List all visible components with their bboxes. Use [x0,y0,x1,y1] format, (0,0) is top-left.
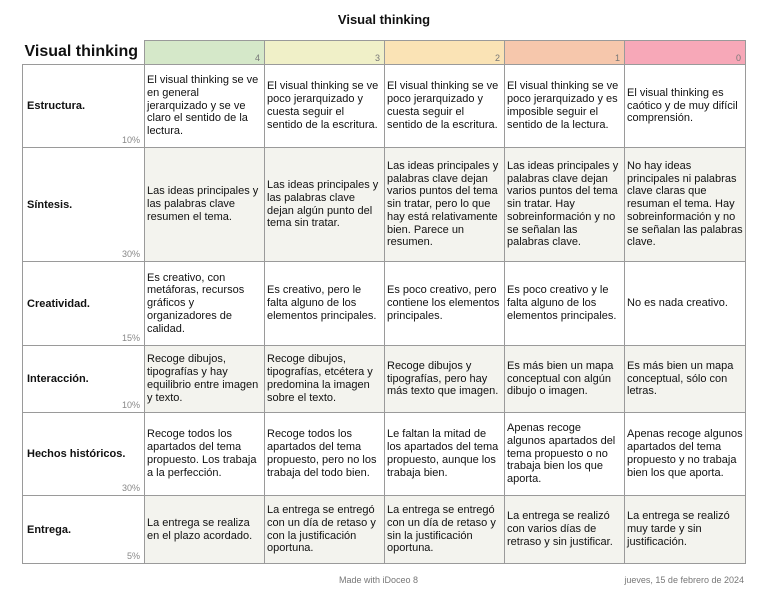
descriptor-cell: Las ideas principales y palabras clave dejan varios puntos del tema sin tratar, pero lo que hay está relativamente bien. Parece un resumen. [385,148,505,262]
criterion-name: Creatividad. [27,297,90,310]
descriptor-cell: El visual thinking se ve poco jerarquizado y es imposible seguir el sentido de la lectura. [505,65,625,148]
criterion-name: Interacción. [27,373,89,385]
descriptor-cell: Es más bien un mapa conceptual, sólo con letras. [625,346,746,413]
page-title: Visual thinking [337,12,431,27]
descriptor-cell: Le faltan la mitad de los apartados del tema propuesto, aunque los trabaja bien. [385,413,505,496]
criterion-cell [23,65,145,148]
footer-date: jueves, 15 de febrero de 2024 [624,575,744,585]
criterion-row [23,148,746,262]
descriptor-cell: El visual thinking se ve poco jerarquizado y cuesta seguir el sentido de la escritura. [265,65,385,148]
descriptor-cell: Es poco creativo, pero contiene los elementos principales. [385,262,505,346]
descriptor-cell: Las ideas principales y las palabras clave resumen el tema. [145,148,265,262]
descriptor-cell: Recoge dibujos y tipografías, pero hay más texto que imagen. [385,346,505,413]
descriptor-cell: No es nada creativo. [625,262,746,346]
criterion-cell [23,262,145,346]
criterion-cell [23,496,145,564]
footer-made-with: Made with iDoceo 8 [339,575,419,585]
criterion-row [23,65,746,148]
descriptor-cell: La entrega se realiza en el plazo acordado. [145,496,265,564]
descriptor-cell: Las ideas principales y palabras clave dejan varios puntos del tema sin tratar. Hay sobreinformación y no se señalan las palabras clave. [505,148,625,262]
descriptor-cell: Las ideas principales y las palabras clave dejan algún punto del tema sin tratar. [265,148,385,262]
level-header: 3 [265,41,385,65]
descriptor-cell: La entrega se entregó con un día de retaso y con la justificación oportuna. [265,496,385,564]
level-header: 0 [625,41,746,65]
descriptor-cell: La entrega se realizó muy tarde y sin justificación. [625,496,746,564]
descriptor-cell: Apenas recoge algunos apartados del tema propuesto y no trabaja bien los que aporta. [625,413,746,496]
criterion-name: Entrega. [27,523,72,536]
criterion-row [23,346,746,413]
descriptor-cell: Recoge todos los apartados del tema propuesto. Los trabaja a la perfección. [145,413,265,496]
descriptor-cell: Es creativo, pero le falta alguno de los elementos principales. [265,262,385,346]
criterion-weight: 30% [121,249,140,259]
criterion-name: Estructura. [27,100,86,112]
descriptor-cell: Recoge dibujos, tipografías y hay equilibrio entre imagen y texto. [145,346,265,413]
criterion-cell [23,413,145,496]
criterion-name: Hechos históricos. [27,448,126,460]
criterion-weight: 10% [121,400,140,410]
descriptor-cell: El visual thinking se ve poco jerarquizado y cuesta seguir el sentido de la escritura. [385,65,505,148]
descriptor-cell: El visual thinking se ve en general jerarquizado y se ve claro el sentido de la lectura. [145,65,265,148]
descriptor-cell: Es creativo, con metáforas, recursos gráficos y organizadores de calidad. [145,262,265,346]
descriptor-cell: Recoge todos los apartados del tema propuesto, pero no los trabaja del todo bien. [265,413,385,496]
descriptor-cell: No hay ideas principales ni palabras clave claras que resuman el tema. Hay sobreinformación y no se señalan las palabras clave. [625,148,746,262]
rubric-name: Visual thinking [23,41,145,65]
level-header: 1 [505,41,625,65]
descriptor-cell: El visual thinking es caótico y de muy difícil comprensión. [625,65,746,148]
criterion-row [23,413,746,496]
criterion-cell [23,148,145,262]
level-header: 4 [145,41,265,65]
level-header: 2 [385,41,505,65]
criterion-row [23,262,746,346]
descriptor-cell: Es poco creativo y le falta alguno de los elementos principales. [505,262,625,346]
rubric-table [22,40,746,564]
criterion-cell [23,346,145,413]
criterion-weight: 30% [121,483,140,493]
criterion-weight: 5% [126,551,140,561]
descriptor-cell: Recoge dibujos, tipografías, etcétera y predomina la imagen sobre el texto. [265,346,385,413]
descriptor-cell: La entrega se realizó con varios días de retraso y sin justificar. [505,496,625,564]
criterion-weight: 10% [121,135,140,145]
descriptor-cell: Apenas recoge algunos apartados del tema propuesto o no trabaja bien los que aporta. [505,413,625,496]
descriptor-cell: Es más bien un mapa conceptual con algún dibujo o imagen. [505,346,625,413]
rubric-header-row [23,41,746,65]
criterion-weight: 15% [121,333,140,343]
descriptor-cell: La entrega se entregó con un día de retaso y sin la justificación oportuna. [385,496,505,564]
criterion-name: Síntesis. [27,198,73,211]
criterion-row [23,496,746,564]
